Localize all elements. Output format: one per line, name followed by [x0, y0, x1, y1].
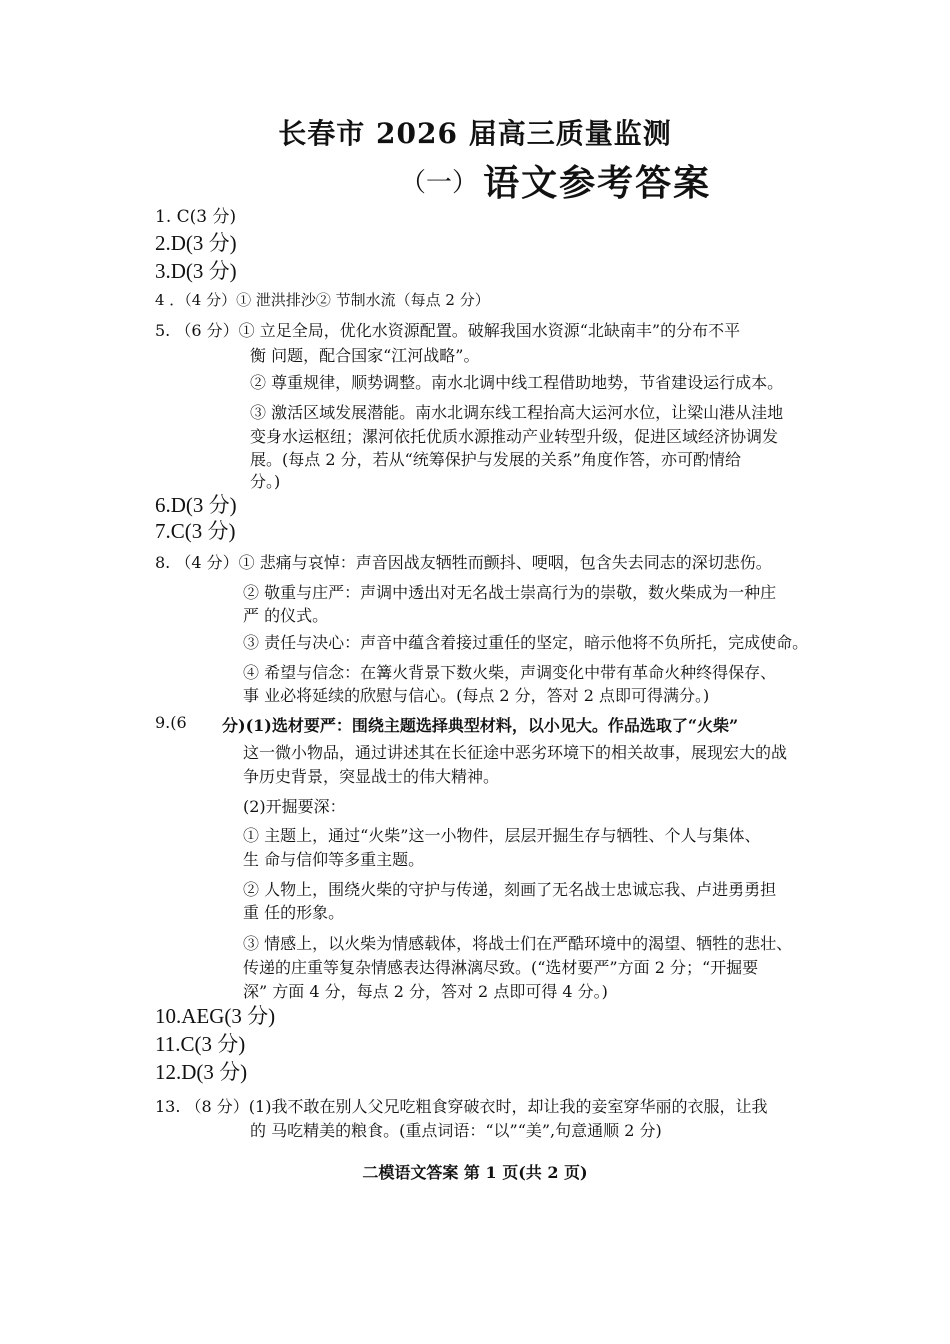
answer-5-line-5: 变身水运枢纽；漯河依托优质水源推动产业转型升级，促进区域经济协调发	[250, 427, 779, 446]
answer-5-line-7: 分。)	[250, 472, 281, 491]
answer-11: 11.C(3 分)	[155, 1032, 246, 1056]
answer-5-line-2: 衡 问题，配合国家“江河战略”。	[250, 346, 480, 365]
answer-9-line-2: 这一微小物品，通过讲述其在长征途中恶劣环境下的相关故事，展现宏大的战	[243, 743, 788, 762]
answer-1: 1. C(3 分)	[155, 207, 237, 227]
doc-title-line2	[400, 155, 711, 206]
answer-8-line-1: 8. （4 分）① 悲痛与哀悼：声音因战友牺牲而颤抖、哽咽，包含失去同志的深切悲伤。	[155, 553, 772, 572]
answer-9-line-5: ① 主题上，通过“火柴”这一小物件，层层开掘生存与牺牲、个人与集体、	[243, 826, 761, 845]
answer-5-line-1: 5. （6 分）① 立足全局，优化水资源配置。破解我国水资源“北缺南丰”的分布不平	[155, 321, 741, 340]
answer-9-line-8: 重 任的形象。	[243, 903, 345, 922]
answer-8-line-4: ③ 责任与决心：声音中蕴含着接过重任的坚定，暗示他将不负所托，完成使命。	[243, 633, 809, 652]
answer-9-number: 9.(6	[155, 713, 187, 732]
answer-8-line-2: ② 敬重与庄严：声调中透出对无名战士崇高行为的崇敬，数火柴成为一种庄	[243, 583, 777, 602]
answer-9-line-6: 生 命与信仰等多重主题。	[243, 850, 425, 869]
answer-9-line-7: ② 人物上，围绕火柴的守护与传递，刻画了无名战士忠诚忘我、卢进勇勇担	[243, 880, 777, 899]
answer-9-line-10: 传递的庄重等复杂情感表达得淋漓尽致。(“选材要严”方面 2 分；“开掘要	[243, 958, 759, 977]
answer-9-line-3: 争历史背景，突显战士的伟大精神。	[243, 767, 500, 786]
answer-9-line-1: 分)(1)选材要严：围绕主题选择典型材料，以小见大。作品选取了“火柴”	[222, 716, 739, 735]
answer-7: 7.C(3 分)	[155, 519, 236, 543]
answer-4: 4 ．（4 分）① 泄洪排沙② 节制水流（每点 2 分）	[155, 291, 490, 309]
doc-title-prefix: （一）	[400, 168, 479, 198]
answer-2: 2.D(3 分)	[155, 231, 237, 255]
answer-5-line-4: ③ 激活区域发展潜能。南水北调东线工程抬高大运河水位，让梁山港从洼地	[250, 403, 784, 422]
doc-title-main: 语文参考答案	[483, 162, 712, 204]
answer-8-line-6: 事 业必将延续的欣慰与信心。(每点 2 分，答对 2 点即可得满分。)	[243, 686, 710, 705]
answer-10: 10.AEG(3 分)	[155, 1004, 276, 1028]
answer-6: 6.D(3 分)	[155, 493, 237, 517]
doc-title-line1: 长春市 2026 届高三质量监测	[278, 117, 672, 150]
answer-9-line-11: 深” 方面 4 分，每点 2 分，答对 2 点即可得 4 分。)	[243, 982, 608, 1001]
answer-5-line-6: 展。(每点 2 分，若从“统筹保护与发展的关系”角度作答，亦可酌情给	[250, 450, 741, 469]
answer-8-line-3: 严 的仪式。	[243, 606, 329, 625]
answer-13-line-1: 13. （8 分）(1)我不敢在别人父兄吃粗食穿破衣时，却让我的妾室穿华丽的衣服，让我	[155, 1097, 768, 1116]
answer-12: 12.D(3 分)	[155, 1060, 248, 1084]
page-footer: 二模语文答案 第 1 页(共 2 页)	[362, 1163, 588, 1182]
answer-3: 3.D(3 分)	[155, 259, 237, 283]
answer-8-line-5: ④ 希望与信念：在篝火背景下数火柴，声调变化中带有革命火种终得保存、	[243, 663, 777, 682]
answer-9-line-4: (2)开掘要深：	[243, 797, 346, 816]
answer-5-line-3: ② 尊重规律，顺势调整。南水北调中线工程借助地势，节省建设运行成本。	[250, 373, 784, 392]
answer-9-line-9: ③ 情感上，以火柴为情感载体，将战士们在严酷环境中的渴望、牺牲的悲壮、	[243, 934, 793, 953]
answer-13-line-2: 的 马吃精美的粮食。(重点词语：“以”“美”,句意通顺 2 分)	[250, 1121, 662, 1140]
